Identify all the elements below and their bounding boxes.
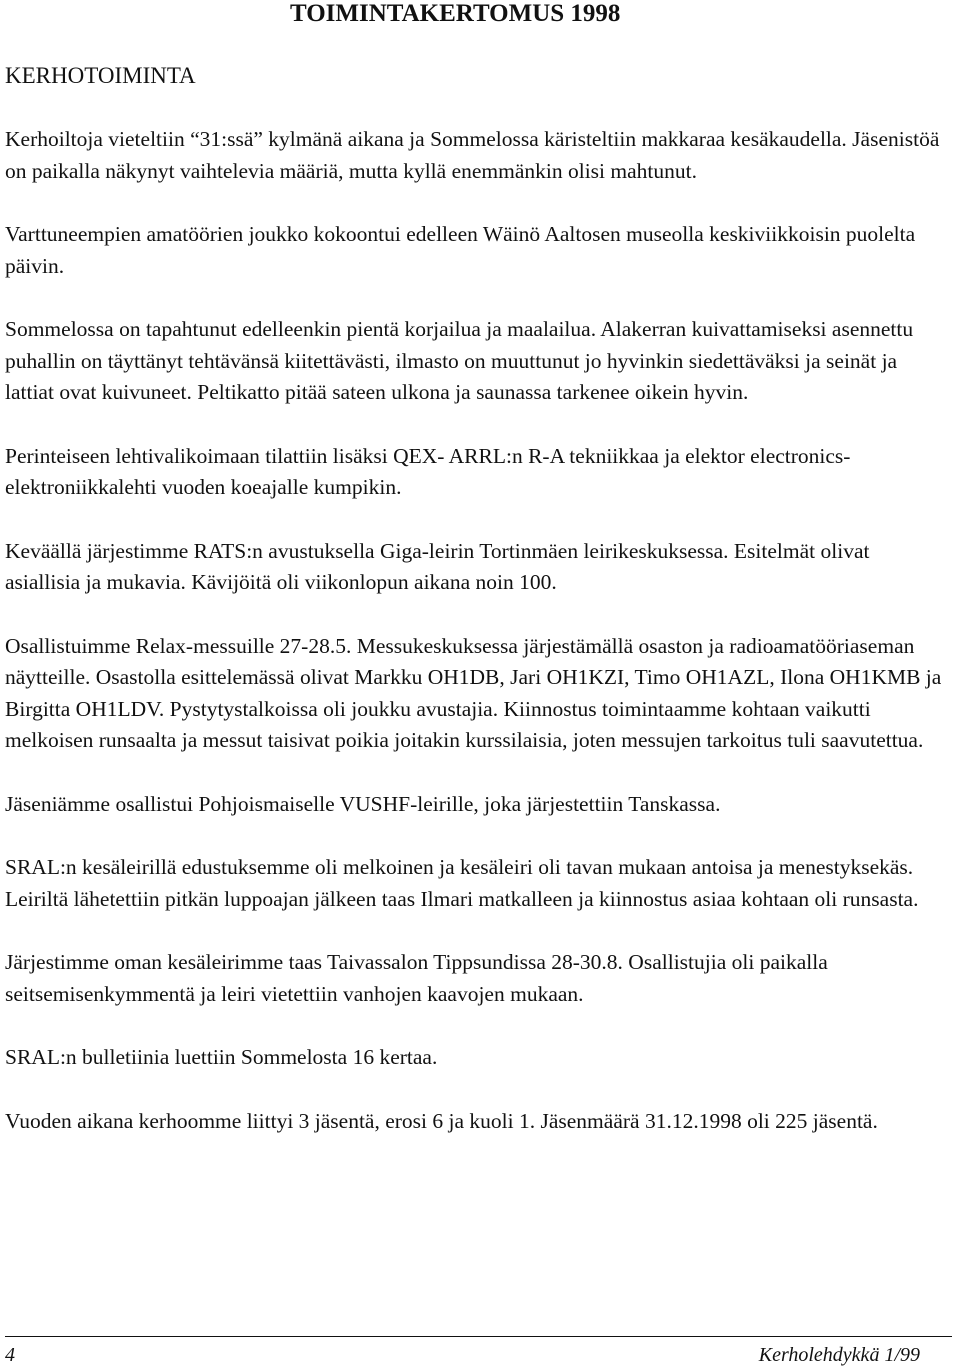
paragraph-vushf-leiri: Jäseniämme osallistui Pohjoismaiselle VUSHF-leirille, joka järjestettiin Tanskassa. [5,791,721,816]
paragraph-lehdet: Perinteiseen lehtivalikoimaan tilattiin lisäksi QEX- ARRL:n R-A tekniikkaa ja elektor electronics- elektroniikkalehti vuoden koeajalle kumpikin. [5,443,851,499]
section-heading: KERHOTOIMINTA [5,63,196,88]
paragraph-museo: Varttuneempien amatöörien joukko kokoontui edelleen Wäinö Aaltosen museolla keskiviikkoisin puolelta päivin. [5,222,916,278]
paragraph-jasenmaara: Vuoden aikana kerhoomme liittyi 3 jäsentä, erosi 6 ja kuoli 1. Jäsenmäärä 31.12.1998 oli 225 jäsentä. [5,1108,878,1133]
body-text [5,124,950,1169]
page-title: TOIMINTAKERTOMUS 1998 [290,0,621,27]
publication-name: Kerholehdykkä 1/99 [758,1344,920,1366]
paragraph-kerhoillat: Kerhoiltoja vieteltiin “31:ssä” kylmänä aikana ja Sommelossa käristeltiin makkaraa kesäkaudella. Jäsenistöä on paikalla näkynyt vaihtelevia määriä, mutta kyllä enemmänkin olisi mahtunut. [5,127,940,183]
paragraph-giga-leiri: Keväällä järjestimme RATS:n avustuksella Giga-leirin Tortinmäen leirikeskuksessa. Esitelmät olivat asiallisia ja mukavia. Kävijöitä oli viikonlopun aikana noin 100. [5,538,870,594]
footer-divider [5,1336,952,1337]
page-number: 4 [5,1344,15,1366]
paragraph-relax-messut: Osallistuimme Relax-messuille 27-28.5. Messukeskuksessa järjestämällä osaston ja radioamatööriaseman näytteille. Osastolla esittelemässä olivat Markku OH1DB, Jari OH1KZI, Timo OH1AZL, Ilona OH1KMB ja Birgitta OH1LDV. Pystytystalkoissa oli joukku avustajia. Kiinnostus toimintaamme kohtaan vaikutti melkoisen runsaalta ja messut taisivat poikia joitakin kurssilaisia, joten messujen tarkoitus tuli saavutettua. [5,633,942,752]
paragraph-sral-kesaleiri: SRAL:n kesäleirillä edustuksemme oli melkoinen ja kesäleiri oli tavan mukaan antoisa ja menestyksekäs. Leiriltä lähetettiin pitkän luppoajan jälkeen taas Ilmari matkalleen ja kiinnostus asiaa kohtaan oli runsasta. [5,855,919,911]
paragraph-oma-kesaleiri: Järjestimme oman kesäleirimme taas Taivassalon Tippsundissa 28-30.8. Osallistujia oli paikalla seitsemisenkymmentä ja leiri vietettiin vanhojen kaavojen mukaan. [5,950,828,1006]
paragraph-sommelo-korjaus: Sommelossa on tapahtunut edelleenkin pientä korjailua ja maalailua. Alakerran kuivattamiseksi asennettu puhallin on täyttänyt tehtävänsä kiitettävästi, ilmasto on muuttunut jo hyvinkin siedettäväksi ja seinät ja lattiat ovat kuivuneet. Peltikatto pitää sateen ulkona ja saunassa tarkenee oikein hyvin. [5,317,914,404]
paragraph-bulletiini: SRAL:n bulletiinia luettiin Sommelosta 16 kertaa. [5,1045,438,1069]
